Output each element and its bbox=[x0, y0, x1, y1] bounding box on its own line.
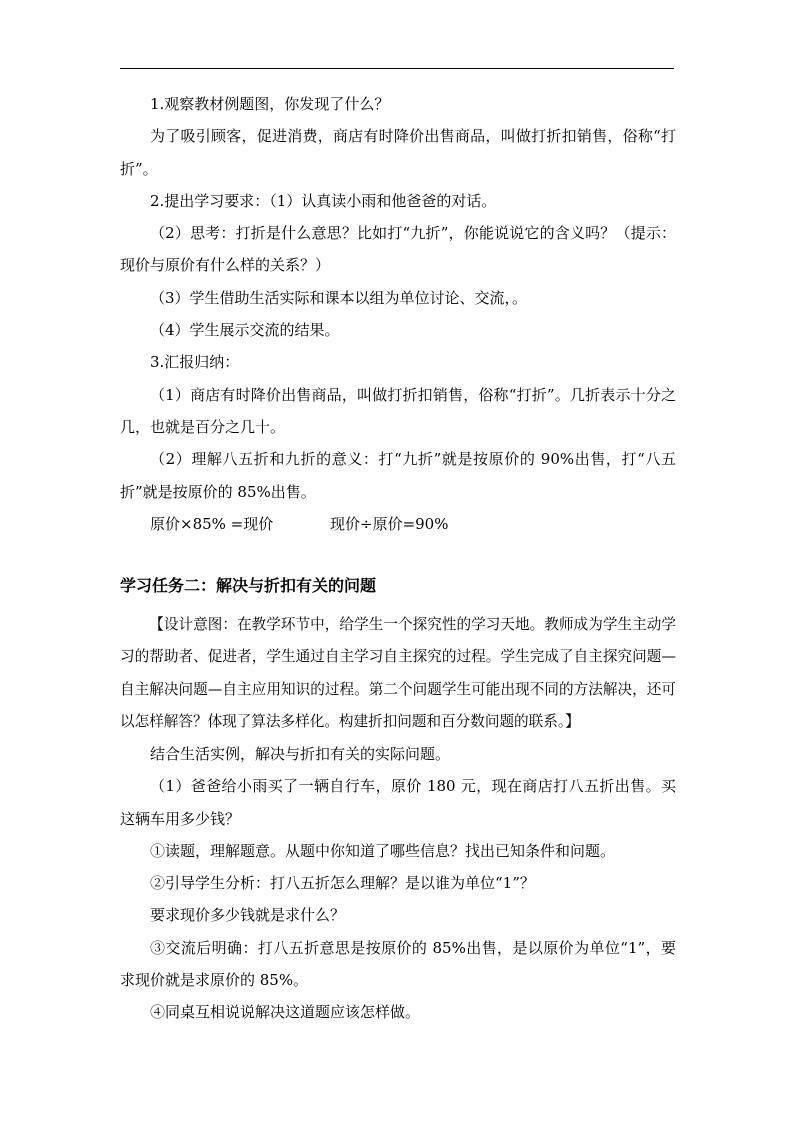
formula-current-price: 原价×85% =现价 bbox=[150, 514, 274, 533]
formula-ratio: 现价÷原价=90% bbox=[330, 514, 449, 533]
paragraph: （1）爸爸给小雨买了一辆自行车，原价 180 元，现在商店打八五折出售。买这辆车用多少钱？ bbox=[120, 777, 676, 828]
paragraph: （2）理解八五折和九折的意义：打“九折”就是按原价的 90%出售，打“八五折”就是按原价的 85%出售。 bbox=[120, 450, 676, 501]
paragraph: （2）思考：打折是什么意思？比如打“九折”，你能说说它的含义吗？（提示：现价与原价有什么样的关系？） bbox=[120, 224, 676, 275]
paragraph: （3）学生借助生活实际和课本以组为单位讨论、交流，。 bbox=[150, 288, 528, 307]
paragraph: 为了吸引顾客，促进消费，商店有时降价出售商品，叫做打折扣销售，俗称“打折”。 bbox=[120, 127, 676, 178]
paragraph: 2.提出学习要求：（1）认真读小雨和他爸爸的对话。 bbox=[150, 191, 497, 210]
section-heading: 学习任务二：解决与折扣有关的问题 bbox=[120, 576, 377, 596]
paragraph: （1）商店有时降价出售商品，叫做打折扣销售，俗称“打折”。几折表示十分之几，也就是百分之几十。 bbox=[120, 385, 676, 436]
formula-line bbox=[120, 508, 676, 540]
header-rule bbox=[120, 68, 674, 69]
paragraph: 结合生活实例，解决与折扣有关的实际问题。 bbox=[150, 744, 451, 763]
paragraph: 要求现价多少钱就是求什么？ bbox=[150, 906, 346, 925]
design-intent-note: 【设计意图：在教学环节中，给学生一个探究性的学习天地。教师成为学生主动学习的帮助者、促进者，学生通过自主学习自主探究的过程。学生完成了自主探究问题—自主解决问题—自主应用知识的过程。第二个问题学生可能出现不同的方法解决，还可以怎样解答？体现了算法多样化。构建折扣问题和百分数问题的联系。】 bbox=[120, 616, 676, 730]
paragraph: 3.汇报归纳： bbox=[150, 353, 240, 372]
paragraph: ④同桌互相说说解决这道题应该怎样做。 bbox=[150, 1003, 421, 1022]
paragraph: 1.观察教材例题图，你发现了什么？ bbox=[150, 95, 390, 113]
paragraph: ①读题，理解题意。从题中你知道了哪些信息？找出已知条件和问题。 bbox=[150, 841, 616, 860]
document-body bbox=[120, 88, 676, 1029]
paragraph: ②引导学生分析：打八五折怎么理解？是以谁为单位“1”？ bbox=[150, 874, 535, 893]
paragraph: ③交流后明确：打八五折意思是按原价的 85%出售，是以原价为单位“1”，要求现价就是求原价的 85%。 bbox=[120, 938, 676, 990]
paragraph: （4）学生展示交流的结果。 bbox=[150, 321, 340, 340]
